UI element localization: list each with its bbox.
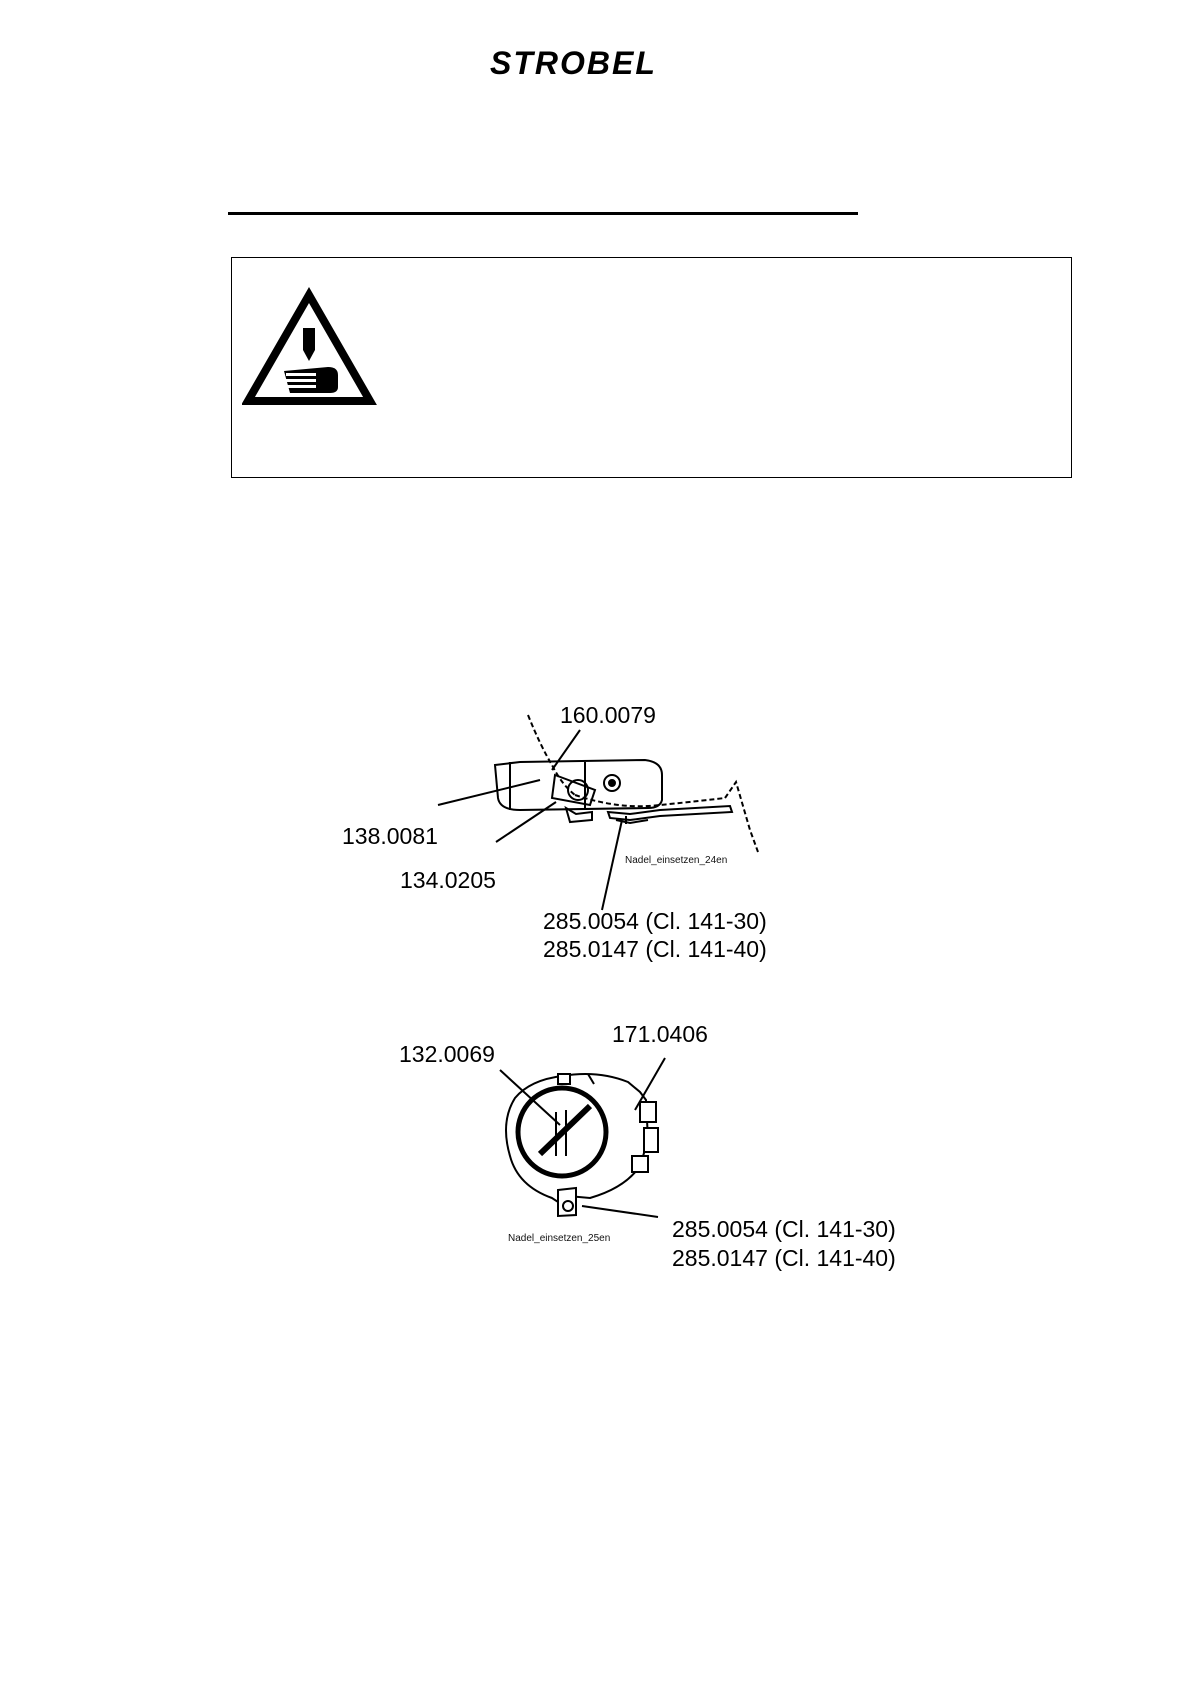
figure-1-caption: Nadel_einsetzen_24en [625,855,728,866]
callout-132-0069: 132.0069 [399,1041,495,1067]
callout-160-0079: 160.0079 [560,702,656,728]
strobel-logo [488,44,718,80]
callout-285-0054-cl-141-30: 285.0054 (Cl. 141-30) [543,908,767,934]
callout-138-0081: 138.0081 [342,823,438,849]
hand-crush-warning-icon [242,283,377,413]
callout-134-0205: 134.0205 [400,867,496,893]
callout-285-0147-cl-141-40: 285.0147 (Cl. 141-40) [543,936,767,962]
warning-box [231,257,1072,478]
figure-2-caption: Nadel_einsetzen_25en [508,1233,611,1244]
callout-285-0147-cl-141-40: 285.0147 (Cl. 141-40) [672,1245,896,1271]
callout-171-0406: 171.0406 [612,1021,708,1047]
callout-285-0054-cl-141-30: 285.0054 (Cl. 141-30) [672,1216,896,1242]
logo-text: STROBEL [490,45,657,80]
section-heading-rule [228,212,858,215]
